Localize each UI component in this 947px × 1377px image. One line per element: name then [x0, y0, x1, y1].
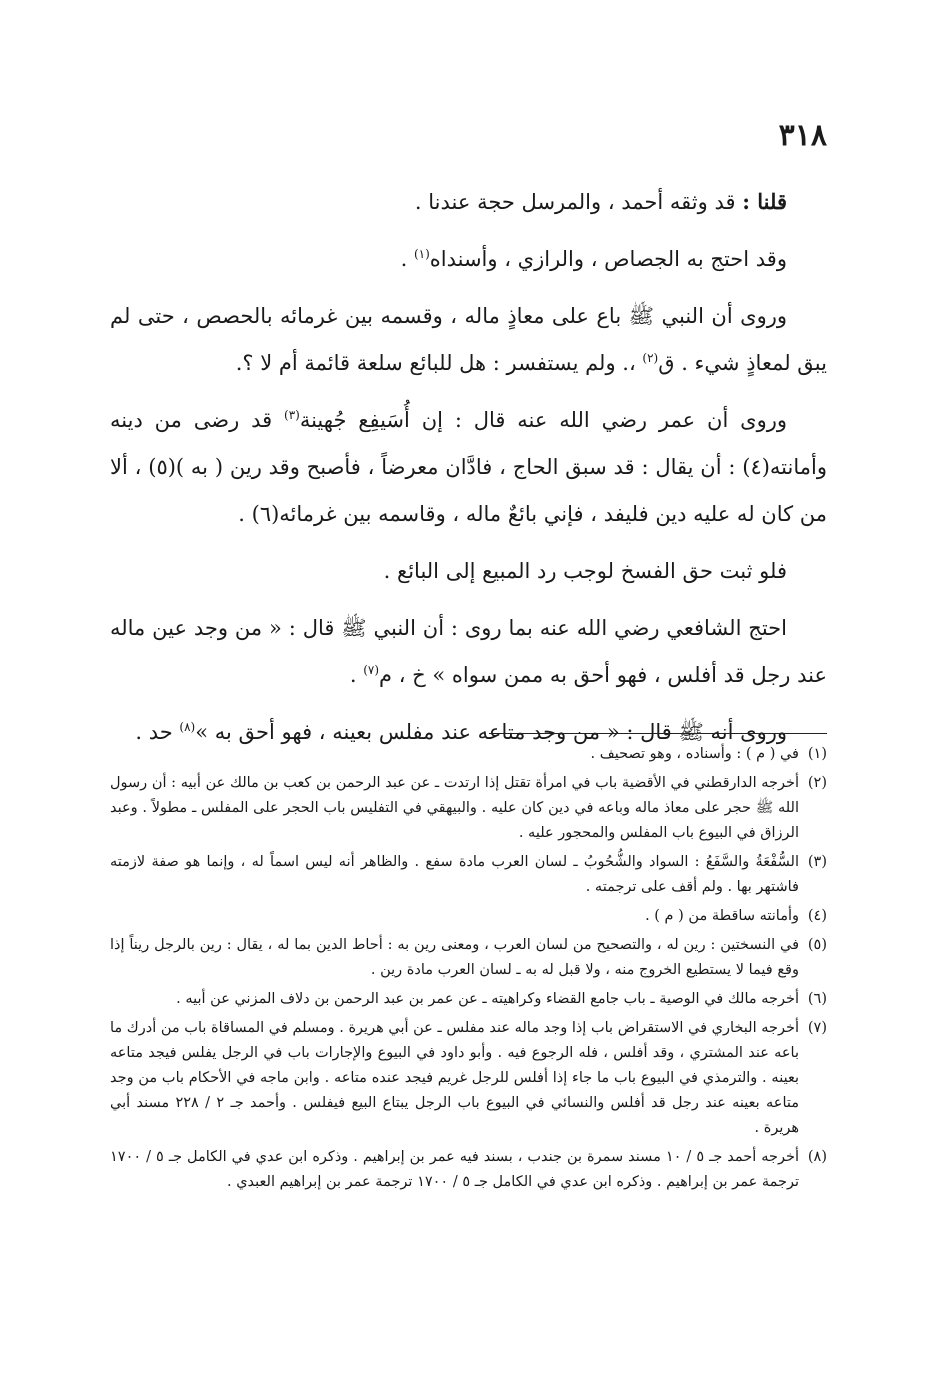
paragraph-tail: .	[400, 247, 414, 271]
paragraph	[110, 178, 827, 226]
footnote-number: (٢)	[807, 775, 827, 791]
footnote-text: أخرجه أحمد جـ ٥ / ١٠ مسند سمرة بن جندب ، بسند فيه عمر بن إبراهيم . وذكره ابن عدي في الكامل جـ ٥ / ١٧٠٠ ترجمة عمر بن إبراهيم . وذكره ابن عدي في الكامل جـ ٥ / ١٧٠٠ ترجمة عمر بن إبراهيم العبدي .	[110, 1149, 800, 1190]
paragraph-text: وروى أن النبي ﷺ باع على معاذٍ ماله ، وقسمه بين غرمائه بالحصص ، حتى لم يبق لمعاذٍ شيء . ق	[110, 304, 827, 375]
paragraph-lead: قلنا :	[742, 189, 787, 214]
footnote-ref: (٢)	[642, 351, 659, 365]
footnote-text: السُّفْعَةُ والسَّفَعُ : السواد والشُّحُوبُ ـ لسان العرب مادة سفع . والظاهر أنه ليس اسماً له ، وإنما هو صفة لازمته فاشتهر بها . ولم أقف على ترجمته .	[110, 854, 799, 895]
footnote-text: في ( م ) : وأسناده ، وهو تصحيف .	[590, 746, 799, 762]
main-text	[110, 178, 827, 766]
footnote-number: (٥)	[807, 937, 827, 953]
footnote-text: أخرجه مالك في الوصية ـ باب جامع القضاء وكراهيته ـ عن عمر بن عبد الرحمن بن دلاف المزني عن أبيه .	[176, 991, 799, 1007]
paragraph-tail: حد .	[135, 720, 180, 744]
footnote-number: (٧)	[807, 1020, 827, 1036]
paragraph	[110, 548, 827, 595]
footnote-divider	[489, 733, 827, 734]
paragraph	[110, 397, 827, 538]
footnote-ref: (١)	[413, 247, 430, 261]
paragraph	[110, 293, 827, 387]
footnote	[110, 771, 827, 846]
footnote	[110, 904, 827, 929]
page-number: ٣١٨	[778, 118, 827, 153]
paragraph-text: فلو ثبت حق الفسخ لوجب رد المبيع إلى البائع .	[383, 559, 787, 583]
paragraph-text: احتج الشافعي رضي الله عنه بما روى : أن النبي ﷺ قال : « من وجد عين ماله عند رجل قد أفلس ، فهو أحق به ممن سواه » خ ، م	[110, 616, 827, 687]
footnote	[110, 850, 827, 900]
paragraph	[110, 236, 827, 283]
footnote-ref: (٨)	[179, 720, 196, 734]
paragraph-tail: قد رضى من دينه وأمانته(٤) : أن يقال : قد سبق الحاج ، فادَّان معرضاً ، فأصبح وقد رين ( به )(٥) ، ألا من كان له عليه دين فليفد ، فإني بائعٌ ماله ، وقاسمه بين غرمائه(٦) .	[110, 408, 827, 526]
footnote-ref: (٣)	[284, 408, 300, 422]
footnote-ref: (٧)	[363, 663, 380, 677]
footnote-text: وأمانته ساقطة من ( م ) .	[645, 908, 799, 924]
paragraph-tail: ،. ولم يستفسر : هل للبائع سلعة قائمة أم لا ؟.	[235, 351, 643, 375]
footnote	[110, 1145, 827, 1195]
footnote	[110, 742, 827, 767]
footnote	[110, 933, 827, 983]
footnote-number: (٣)	[807, 854, 827, 870]
footnote-number: (٨)	[807, 1149, 828, 1165]
paragraph-text: قد وثقه أحمد ، والمرسل حجة عندنا .	[414, 190, 743, 214]
footnote-text: أخرجه الدارقطني في الأقضية باب في امرأة تقتل إذا ارتدت ـ عن عبد الرحمن بن كعب بن مالك عن أبيه : أن رسول الله ﷺ حجر على معاذ ماله وباعه في دين كان عليه . والبيهقي في التفليس باب الحجر على المفلس ـ مطولاً . وعبد الرزاق في البيوع باب المفلس والمحجور عليه .	[110, 775, 799, 841]
paragraph-tail: .	[349, 663, 364, 687]
paragraph-text: وروى أنه ﷺ قال : « من وجد متاعه عند مفلس بعينه ، فهو أحق به »	[195, 720, 787, 744]
footnote-number: (١)	[807, 746, 827, 762]
footnote	[110, 987, 827, 1012]
footnotes	[110, 742, 827, 1199]
paragraph-text: وروى أن عمر رضي الله عنه قال : إن أُسَيفِع جُهينة	[299, 408, 787, 432]
footnote	[110, 1016, 827, 1141]
paragraph	[110, 605, 827, 699]
footnote-text: أخرجه البخاري في الاستقراض باب إذا وجد ماله عند مفلس ـ عن أبي هريرة . ومسلم في المساقاة باب من أدرك ما باعه عند المشتري ، وقد أفلس ، فله الرجوع فيه . وأبو داود في البيوع والإجارات باب في الرجل يفلس فيجد متاعه بعينه . والترمذي في البيوع باب ما جاء إذا أفلس للرجل غريم فيجد عنده متاعه . وابن ماجه في الأحكام باب من وجد متاعه بعينه عند رجل قد أفلس والنسائي في البيوع باب الرجل يبتاع البيع فيفلس . وأحمد جـ ٢ / ٢٢٨ مسند أبي هريرة .	[110, 1020, 800, 1136]
footnote-number: (٦)	[807, 991, 827, 1007]
footnote-text: في النسختين : رين له ، والتصحيح من لسان العرب ، ومعنى رين به : أحاط الدين بما له ، يقال : رين بالرجل ريناً إذا وقع فيما لا يستطيع الخروج منه ، ولا قبل له به ـ لسان العرب مادة رين .	[110, 937, 799, 978]
footnote-number: (٤)	[807, 908, 827, 924]
paragraph-text: وقد احتج به الجصاص ، والرازي ، وأسنداه	[429, 247, 787, 271]
